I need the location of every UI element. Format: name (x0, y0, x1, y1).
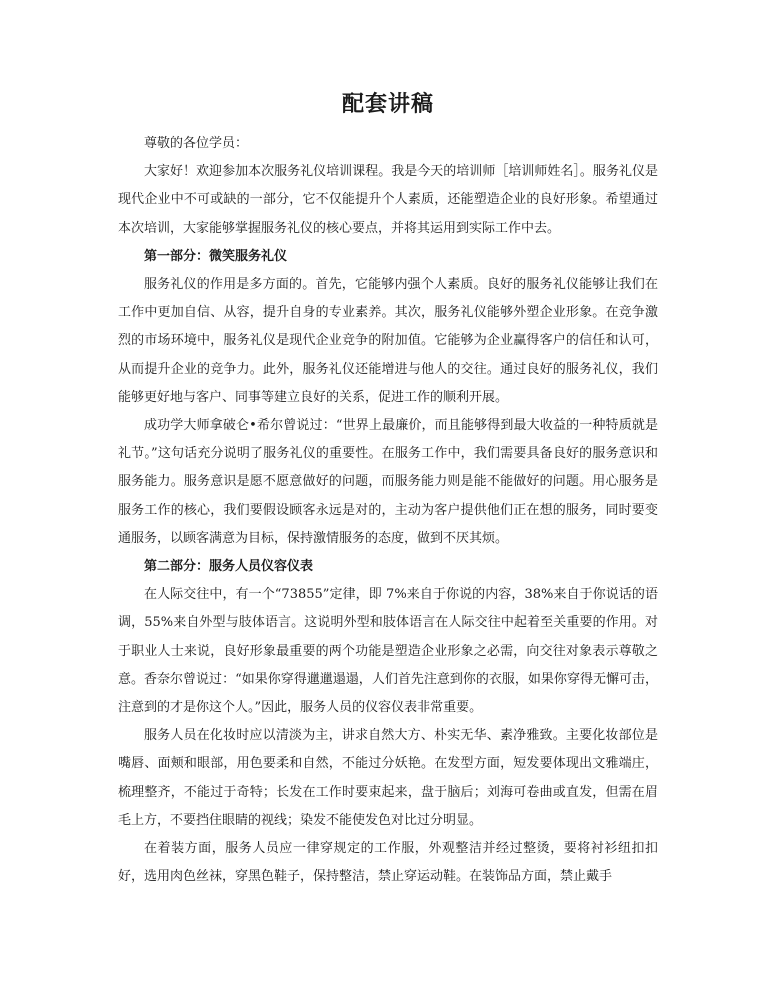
salutation: 尊敬的各位学员： (144, 136, 249, 151)
intro-paragraph: 大家好！欢迎参加本次服务礼仪培训课程。我是今天的培训师［培训师姓名］。服务礼仪是现代企业中不可或缺的一部分，它不仅能提升个人素质，还能塑造企业的良好形象。希望通过本次培训，大家能够掌握服务礼仪的核心要点，并将其运用到实际工作中去。 (118, 164, 658, 236)
section2-paragraph: 服务人员在化妆时应以清淡为主，讲求自然大方、朴实无华、素净雅致。主要化妆部位是嘴唇、面颊和眼部，用色要柔和自然，不能过分妖艳。在发型方面，短发要体现出文雅端庄，梳理整齐，不能过于奇特；长发在工作时要束起来，盘于脑后；刘海可卷曲或直发，但需在眉毛上方，不要挡住眼睛的视线；染发不能使发色对比过分明显。 (118, 728, 658, 828)
section1-paragraph: 成功学大师拿破仑•希尔曾说过：“世界上最廉价，而且能够得到最大收益的一种特质就是礼节。”这句话充分说明了服务礼仪的重要性。在服务工作中，我们需要具备良好的服务意识和服务能力。服务意识是愿不愿意做好的问题，而服务能力则是能不能做好的问题。用心服务是服务工作的核心，我们要假设顾客永远是对的，主动为客户提供他们正在想的服务，同时要变通服务，以顾客满意为目标，保持激情服务的态度，做到不厌其烦。 (118, 418, 658, 546)
section2-paragraph: 在着装方面，服务人员应一律穿规定的工作服，外观整洁并经过整烫，要将衬衫纽扣扣好，选用肉色丝袜，穿黑色鞋子，保持整洁，禁止穿运动鞋。在装饰品方面，禁止戴手 (118, 841, 658, 885)
section2-paragraph: 在人际交往中，有一个“73855”定律，即 7%来自于你说的内容，38%来自于你说话的语调，55%来自外型与肢体语言。这说明外型和肢体语言在人际交往中起着至关重要的作用。对于职业人士来说，良好形象最重要的两个功能是塑造企业形象之必需，向交往对象表示尊敬之意。香奈尔曾说过：“如果你穿得邋邋遢遢，人们首先注意到你的衣服，如果你穿得无懈可击，注意到的才是你这个人。”因此，服务人员的仪容仪表非常重要。 (118, 587, 658, 716)
document-page (118, 88, 658, 891)
document-title: 配套讲稿 (341, 91, 434, 117)
section1-paragraph: 服务礼仪的作用是多方面的。首先，它能够内强个人素质。良好的服务礼仪能够让我们在工作中更加自信、从容，提升自身的专业素养。其次，服务礼仪能够外塑企业形象。在竞争激烈的市场环境中，服务礼仪是现代企业竞争的附加值。它能够为企业赢得客户的信任和认可，从而提升企业的竞争力。此外，服务礼仪还能增进与他人的交往。通过良好的服务礼仪，我们能够更好地与客户、同事等建立良好的关系，促进工作的顺利开展。 (118, 277, 658, 405)
section-heading-2: 第二部分：服务人员仪容仪表 (144, 559, 314, 575)
section-heading-1: 第一部分：微笑服务礼仪 (144, 248, 288, 264)
